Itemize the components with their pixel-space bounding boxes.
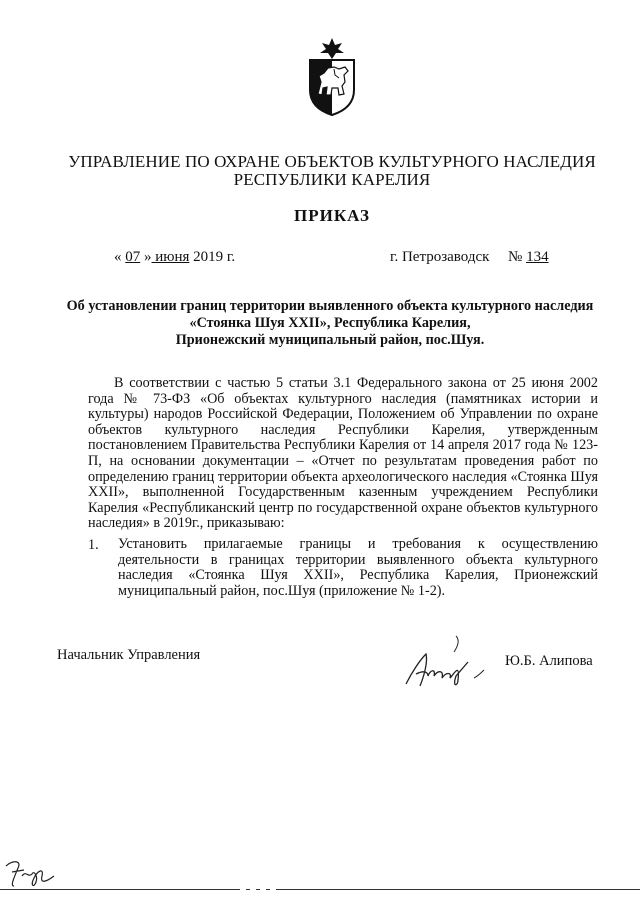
list-item-text: Установить прилагаемые границы и требования к осуществлению деятельности в границах территории выявленного объекта культурного наследия «Стоянка Шуя XXII», Республика Карелия, Прионежский муниципальный район, пос.Шуя (приложение № 1-2). bbox=[118, 536, 598, 599]
date-close-quote: » bbox=[140, 249, 152, 265]
order-date bbox=[114, 249, 235, 266]
date-open-quote: « bbox=[114, 249, 126, 265]
order-number bbox=[508, 249, 549, 266]
subject-line: Об установлении границ территории выявленного объекта культурного наследия bbox=[66, 298, 594, 314]
bottom-divider bbox=[0, 889, 640, 890]
subject-line: Прионежский муниципальный район, пос.Шуя. bbox=[175, 332, 485, 348]
authority-name-line2: РЕСПУБЛИКИ КАРЕЛИЯ bbox=[233, 170, 431, 189]
handwritten-initials bbox=[2, 856, 58, 890]
date-month: июня bbox=[151, 249, 190, 265]
signer-position: Начальник Управления bbox=[57, 647, 201, 663]
order-city: г. Петрозаводск bbox=[390, 249, 490, 265]
number-value: 134 bbox=[526, 249, 549, 265]
preamble-paragraph: В соответствии с частью 5 статьи 3.1 Федерального закона от 25 июня 2002 года № 73-ФЗ «Об объектах культурного наследия (памятниках истории и культуры) народов Российской Федерации, Положением об Управлении по охране объектов культурного наследия Республики Карелия, утвержденным постановлением Правительства Республики Карелия от 14 апреля 2017 года № 123-П, на основании документации – «Отчет по результатам проведения работ по определению границ территории объекта археологического наследия «Стоянка Шуя XXII», выполненной Государственным казенным учреждением Республики Карелия «Республиканский центр по государственной охране объектов культурного наследия» в 2019г., приказываю: bbox=[88, 375, 598, 532]
order-subject bbox=[40, 298, 620, 349]
authority-name-line1: УПРАВЛЕНИЕ ПО ОХРАНЕ ОБЪЕКТОВ КУЛЬТУРНОГО НАСЛЕДИЯ bbox=[68, 152, 596, 171]
signer-name: Ю.Б. Алипова bbox=[505, 653, 593, 669]
number-label: № bbox=[508, 249, 523, 265]
date-year: 2019 г. bbox=[189, 249, 236, 265]
list-item-number: 1. bbox=[88, 537, 99, 553]
document-type: ПРИКАЗ bbox=[294, 206, 370, 225]
subject-line: «Стоянка Шуя XXII», Республика Карелия, bbox=[189, 315, 471, 331]
handwritten-signature bbox=[398, 632, 498, 690]
date-day: 07 bbox=[125, 249, 141, 265]
coat-of-arms-emblem bbox=[305, 38, 359, 116]
